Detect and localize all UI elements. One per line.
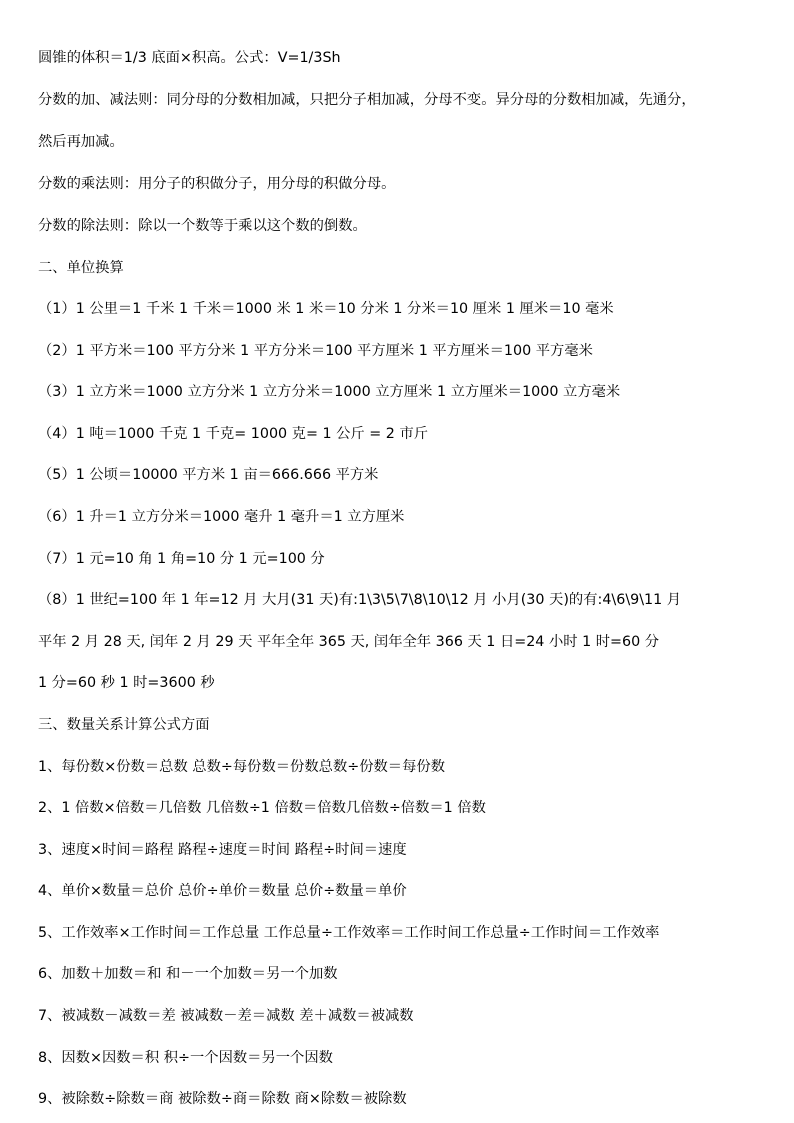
unit-conversion-area: （2）1 平方米＝100 平方分米 1 平方分米＝100 平方厘米 1 平方厘米＝100 平方毫米 [38,343,593,359]
fraction-add-subtract-rule-continued: 然后再加减。 [38,134,124,150]
fraction-divide-rule: 分数的除法则：除以一个数等于乘以这个数的倒数。 [38,218,367,234]
formula-item-2: 2、1 倍数×倍数＝几倍数 几倍数÷1 倍数＝倍数几倍数÷倍数＝1 倍数 [38,800,486,816]
fraction-multiply-rule: 分数的乘法则：用分子的积做分子，用分母的积做分母。 [38,176,396,192]
unit-conversion-time-continued: 平年 2 月 28 天, 闰年 2 月 29 天 平年全年 365 天, 闰年全年 366 天 1 日=24 小时 1 时=60 分 [38,634,660,650]
formula-item-9: 9、被除数÷除数＝商 被除数÷商＝除数 商×除数＝被除数 [38,1091,407,1107]
formula-item-7: 7、被减数－减数＝差 被减数－差＝减数 差＋减数＝被减数 [38,1008,414,1024]
formula-item-6: 6、加数＋加数＝和 和－一个加数＝另一个加数 [38,966,338,982]
formula-item-8: 8、因数×因数＝积 积÷一个因数＝另一个因数 [38,1050,333,1066]
unit-conversion-land-area: （5）1 公顷＝10000 平方米 1 亩＝666.666 平方米 [38,467,379,483]
formula-item-3: 3、速度×时间＝路程 路程÷速度＝时间 路程÷时间＝速度 [38,842,407,858]
unit-conversion-mass: （4）1 吨＝1000 千克 1 千克= 1000 克= 1 公斤 = 2 市斤 [38,426,429,442]
fraction-add-subtract-rule: 分数的加、减法则：同分母的分数相加减，只把分子相加减，分母不变。异分母的分数相加减，先通分， [38,92,696,108]
section-heading-unit-conversion: 二、单位换算 [38,260,124,276]
unit-conversion-time-seconds: 1 分=60 秒 1 时=3600 秒 [38,675,215,691]
unit-conversion-volume: （3）1 立方米＝1000 立方分米 1 立方分米＝1000 立方厘米 1 立方厘米＝1000 立方毫米 [38,384,621,400]
unit-conversion-length: （1）1 公里＝1 千米 1 千米＝1000 米 1 米＝10 分米 1 分米＝10 厘米 1 厘米＝10 毫米 [38,301,614,317]
unit-conversion-capacity: （6）1 升＝1 立方分米＝1000 毫升 1 毫升＝1 立方厘米 [38,509,405,525]
unit-conversion-time: （8）1 世纪=100 年 1 年=12 月 大月(31 天)有:1\3\5\7\8\10\12 月 小月(30 天)的有:4\6\9\11 月 [38,592,682,608]
formula-item-4: 4、单价×数量＝总价 总价÷单价＝数量 总价÷数量＝单价 [38,883,407,899]
section-heading-quantity-relations: 三、数量关系计算公式方面 [38,717,210,733]
formula-item-1: 1、每份数×份数＝总数 总数÷每份数＝份数总数÷份数＝每份数 [38,759,445,775]
unit-conversion-currency: （7）1 元=10 角 1 角=10 分 1 元=100 分 [38,551,325,567]
formula-item-5: 5、工作效率×工作时间＝工作总量 工作总量÷工作效率＝工作时间工作总量÷工作时间＝工作效率 [38,925,660,941]
cone-volume-formula: 圆锥的体积＝1/3 底面×积高。公式：V=1/3Sh [38,50,341,66]
